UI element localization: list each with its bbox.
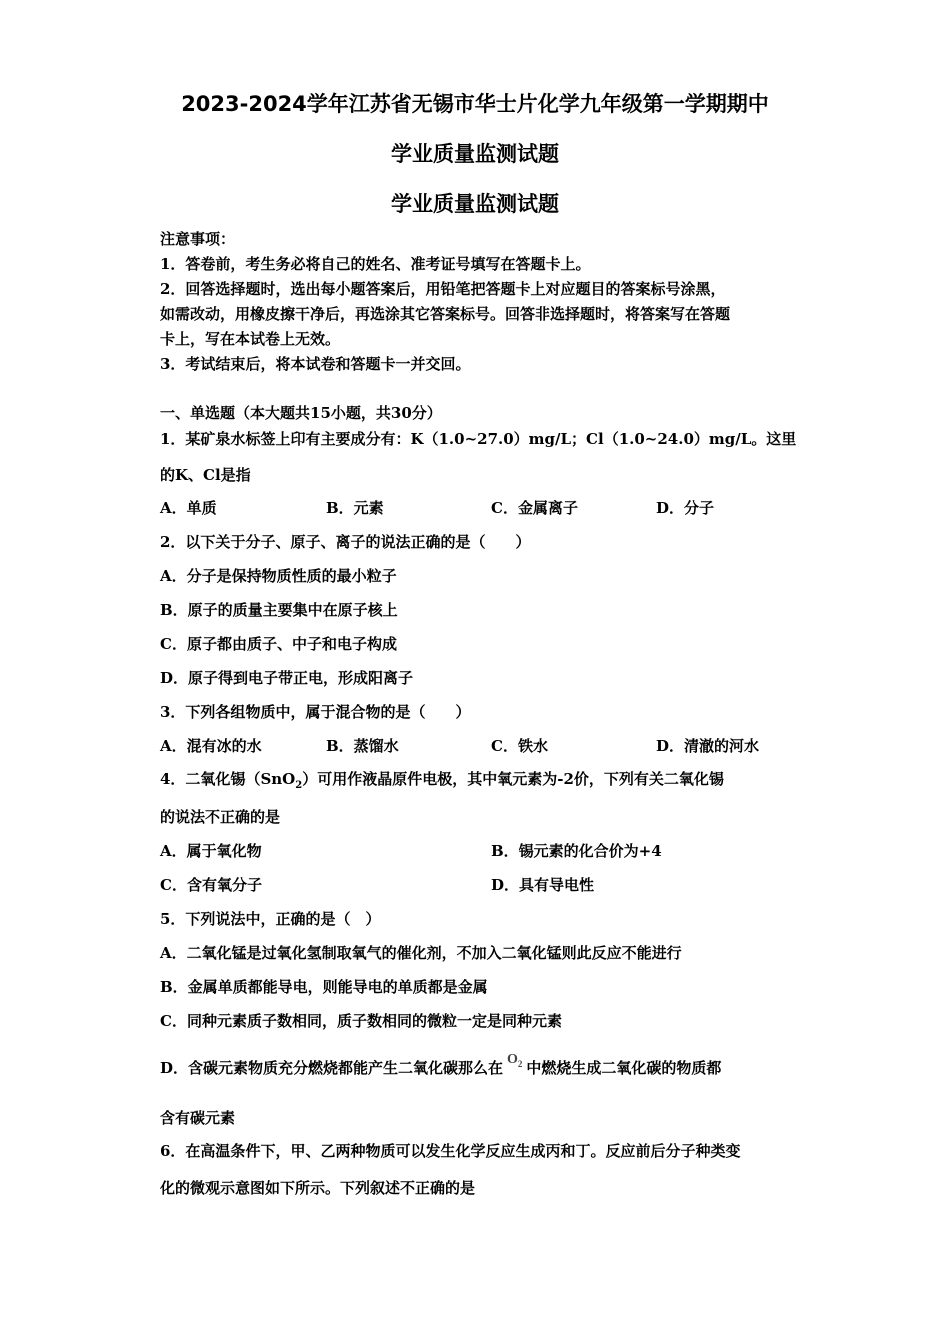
exam-title-line3: 学业质量监测试题 <box>391 192 559 216</box>
q1-option-c: C．金属离子 <box>491 499 578 517</box>
notice-item-3: 3．考试结束后，将本试卷和答题卡一并交回。 <box>160 355 471 373</box>
q1-option-b: B．元素 <box>326 499 384 517</box>
o2-subscript: 2 <box>517 1058 523 1069</box>
q5-option-d-line2: 含有碳元素 <box>160 1109 236 1127</box>
q3-option-c: C．铁水 <box>491 737 548 755</box>
o2-symbol: O <box>507 1052 518 1067</box>
exam-title-line2: 学业质量监测试题 <box>391 142 559 166</box>
notice-item-2-line1: 2．回答选择题时，选出每小题答案后，用铅笔把答题卡上对应题目的答案标号涂黑， <box>160 280 726 298</box>
q2-option-a: A．分子是保持物质性质的最小粒子 <box>160 567 397 585</box>
q3-option-a: A．混有冰的水 <box>160 737 262 755</box>
q1-option-a: A．单质 <box>160 499 217 517</box>
q5-option-d-pre: D．含碳元素物质充分燃烧都能产生二氧化碳那么在 <box>160 1059 504 1077</box>
q4-option-d: D．具有导电性 <box>491 876 595 894</box>
q2-option-d: D．原子得到电子带正电，形成阳离子 <box>160 669 414 687</box>
q1-stem-line1: 1．某矿泉水标签上印有主要成分有：K（1.0~27.0）mg/L；Cl（1.0~24.0）mg/L。这里 <box>160 430 797 448</box>
q1-stem-line2: 的K、Cl是指 <box>160 466 251 484</box>
q5-option-b: B．金属单质都能导电，则能导电的单质都是金属 <box>160 978 488 996</box>
q3-option-b: B．蒸馏水 <box>326 737 399 755</box>
q3-stem: 3．下列各组物质中，属于混合物的是（ ） <box>160 703 471 721</box>
section-heading: 一、单选题（本大题共15小题，共30分） <box>160 404 442 422</box>
q5-option-d <box>160 1052 722 1079</box>
q2-stem: 2．以下关于分子、原子、离子的说法正确的是（ ） <box>160 533 531 551</box>
q1-option-d: D．分子 <box>656 499 715 517</box>
notice-item-1: 1．答卷前，考生务必将自己的姓名、准考证号填写在答题卡上。 <box>160 255 591 273</box>
q5-option-a: A．二氧化锰是过氧化氢制取氧气的催化剂，不加入二氧化锰则此反应不能进行 <box>160 944 682 962</box>
q4-stem-pre: 4．二氧化锡（SnO <box>160 770 296 788</box>
notice-heading: 注意事项： <box>160 230 236 248</box>
q2-option-c: C．原子都由质子、中子和电子构成 <box>160 635 397 653</box>
q4-stem-line1 <box>160 768 724 791</box>
q5-option-c: C．同种元素质子数相同，质子数相同的微粒一定是同种元素 <box>160 1012 562 1030</box>
q2-option-b: B．原子的质量主要集中在原子核上 <box>160 601 398 619</box>
q4-option-a: A．属于氧化物 <box>160 842 262 860</box>
q3-option-d: D．清澈的河水 <box>656 737 760 755</box>
notice-item-2-line2: 如需改动，用橡皮擦干净后，再选涂其它答案标号。回答非选择题时，将答案写在答题 <box>160 305 731 323</box>
q4-option-b: B．锡元素的化合价为+4 <box>491 842 662 860</box>
exam-title-line1: 2023-2024学年江苏省无锡市华士片化学九年级第一学期期中 <box>181 92 769 116</box>
o2-formula <box>507 1052 522 1067</box>
q5-stem: 5．下列说法中，正确的是（ ） <box>160 910 381 928</box>
q4-option-c: C．含有氧分子 <box>160 876 262 894</box>
q4-stem-sub: 2 <box>295 780 303 791</box>
notice-item-2-line3: 卡上，写在本试卷上无效。 <box>160 330 341 348</box>
q4-stem-line2: 的说法不正确的是 <box>160 808 281 826</box>
q6-stem-line2: 化的微观示意图如下所示。下列叙述不正确的是 <box>160 1179 476 1197</box>
q4-stem-post: ）可用作液晶原件电极，其中氧元素为-2价，下列有关二氧化锡 <box>302 770 724 788</box>
q5-option-d-post: 中燃烧生成二氧化碳的物质都 <box>526 1059 722 1077</box>
q6-stem-line1: 6．在高温条件下，甲、乙两种物质可以发生化学反应生成丙和丁。反应前后分子种类变 <box>160 1142 741 1160</box>
